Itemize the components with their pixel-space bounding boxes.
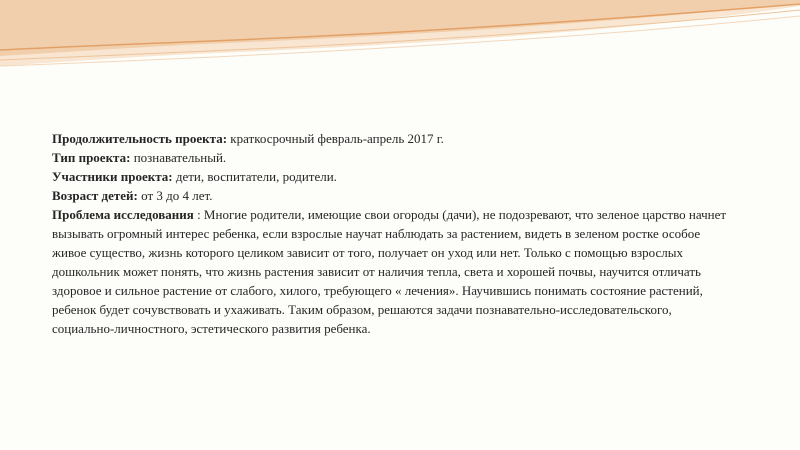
project-duration-line [52,129,732,148]
project-duration-value: краткосрочный февраль-апрель 2017 г. [227,131,444,146]
project-participants-line [52,167,732,186]
project-participants-value: дети, воспитатели, родители. [172,169,337,184]
decorative-wave-banner [0,0,800,80]
project-participants-label: Участники проекта: [52,169,173,184]
research-problem-label: Проблема исследования [52,207,194,222]
project-duration-label: Продолжительность проекта: [52,131,228,146]
project-type-value: познавательный. [130,150,227,165]
wave-band-mid [0,0,800,56]
research-problem-text: : Многие родители, имеющие свои огороды (дачи), не подозревают, что зеленое царство начнет вызывать огромный интерес ребенка, если взрослые научат наблюдать за растением, видеть в зеленом ростке особое живое существо, жизнь которого целиком зависит от того, получает он уход или нет. Только с помощью взрослых дошкольник может понять, что жизнь растения зависит от наличия тепла, света и хорошей почвы, научится отличать здоровое и сильное растение от слабого, хилого, требующего « лечения». Научившись понимать состояние растений, ребенок будет сочувствовать и ухаживать. Таким образом, решаются задачи познавательно-исследовательского, социально-личностного, эстетического развития ребенка. [52,207,727,336]
children-age-value: от 3 до 4 лет. [137,188,213,203]
children-age-label: Возраст детей: [52,188,138,203]
project-type-label: Тип проекта: [52,150,131,165]
project-type-line [52,148,732,167]
children-age-line [52,186,732,205]
slide-body [52,129,732,338]
research-problem-paragraph [52,205,732,338]
